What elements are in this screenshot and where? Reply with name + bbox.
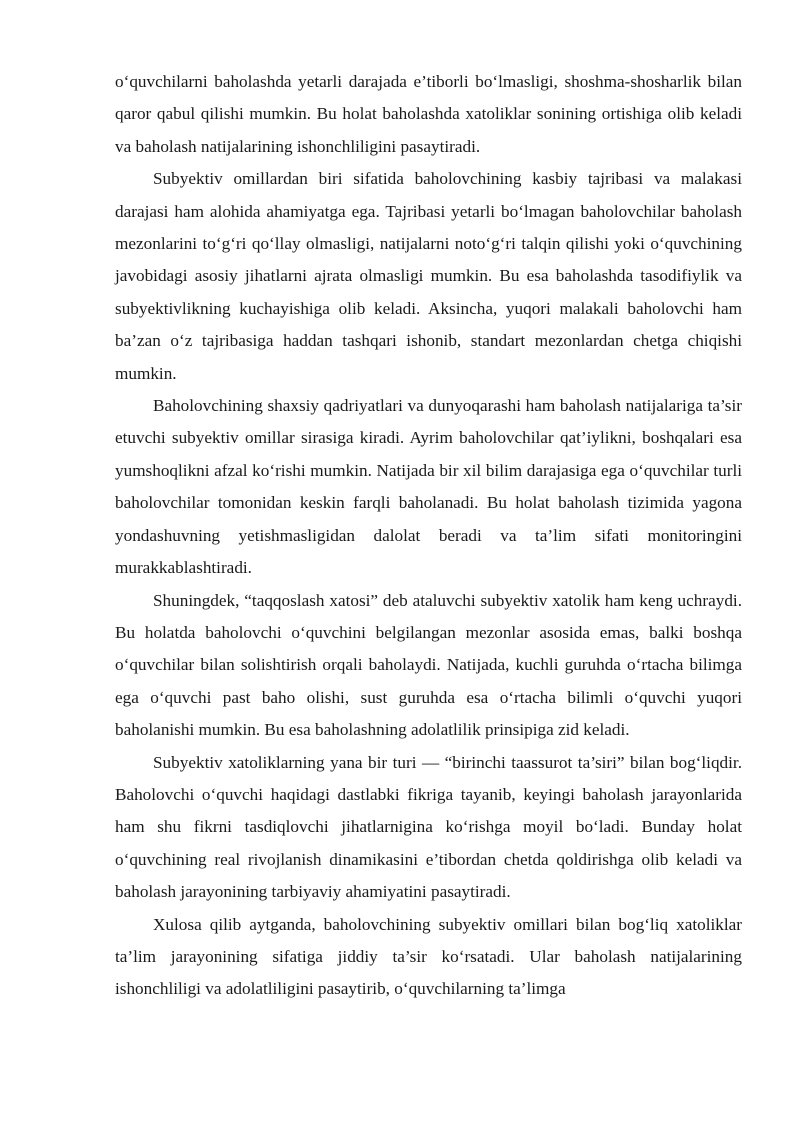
paragraph-comparison-error: Shuningdek, “taqqoslash xatosi” deb ataluvchi subyektiv xatolik ham keng uchraydi. Bu holatda baholovchi o‘quvchini belgilangan mezonlar asosida emas, balki boshqa o‘quvchilar bilan solishtirish orqali baholaydi. Natijada, kuchli guruhda o‘rtacha bilimga ega o‘quvchi past baho olishi, sust guruhda esa o‘rtacha bilimli o‘quvchi yuqori baholanishi mumkin. Bu esa baholashning adolatlilik prinsipiga zid keladi.	[115, 590, 742, 740]
paragraph-professional-experience: Subyektiv omillardan biri sifatida baholovchining kasbiy tajribasi va malakasi darajasi ham alohida ahamiyatga ega. Tajribasi yetarli bo‘lmagan baholovchilar baholash mezonlarini to‘g‘ri qo‘llay olmasligi, natijalarni noto‘g‘ri talqin qilishi yoki o‘quvchining javobidagi asosiy jihatlarni ajrata olmasligi mumkin. Bu esa baholashda tasodifiylik va subyektivlikning kuchayishiga olib keladi. Aksincha, yuqori malakali baholovchi ham ba’zan o‘z tajribasiga haddan tashqari ishonib, standart mezonlardan chetga chiqishi mumkin.	[115, 169, 742, 383]
document-page	[115, 66, 742, 1006]
paragraph-continuation: o‘quvchilarni baholashda yetarli darajada e’tiborli bo‘lmasligi, shoshma-shosharlik bilan qaror qabul qilishi mumkin. Bu holat baholashda xatoliklar sonining ortishiga olib keladi va baholash natijalarining ishonchliligini pasaytiradi.	[115, 72, 742, 156]
paragraph-personal-values: Baholovchining shaxsiy qadriyatlari va dunyoqarashi ham baholash natijalariga ta’sir etuvchi subyektiv omillar sirasiga kiradi. Ayrim baholovchilar qat’iylikni, boshqalari esa yumshoqlikni afzal ko‘rishi mumkin. Natijada bir xil bilim darajasiga ega o‘quvchilar turli baholovchilar tomonidan keskin farqli baholanadi. Bu holat baholash tizimida yagona yondashuvning yetishmasligidan dalolat beradi va ta’lim sifati monitoringini murakkablashtiradi.	[115, 396, 742, 578]
paragraph-first-impression: Subyektiv xatoliklarning yana bir turi — “birinchi taassurot ta’siri” bilan bog‘liqdir. Baholovchi o‘quvchi haqidagi dastlabki fikriga tayanib, keyingi baholash jarayonlarida ham shu fikrni tasdiqlovchi jihatlarnigina ko‘rishga moyil bo‘ladi. Bunday holat o‘quvchining real rivojlanish dinamikasini e’tibordan chetda qoldirishga olib keladi va baholash jarayonining tarbiyaviy ahamiyatini pasaytiradi.	[115, 752, 742, 902]
paragraph-conclusion: Xulosa qilib aytganda, baholovchining subyektiv omillari bilan bog‘liq xatoliklar ta’lim jarayonining sifatiga jiddiy ta’sir ko‘rsatadi. Ular baholash natijalarining ishonchliligi va adolatliligini pasaytirib, o‘quvchilarning ta’limga	[115, 914, 742, 999]
